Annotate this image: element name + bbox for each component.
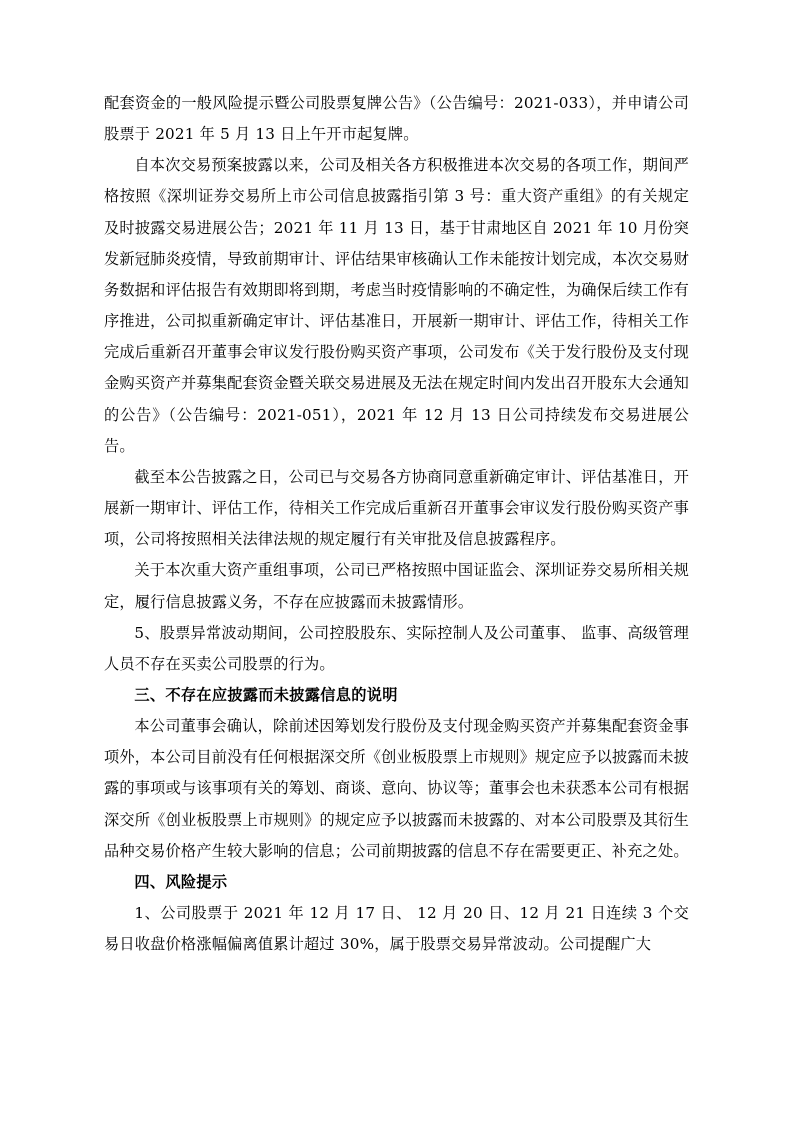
paragraph-transaction-progress: 自本次交易预案披露以来，公司及相关各方积极推进本次交易的各项工作，期间严格按照《深圳证券交易所上市公司信息披露指引第 3 号：重大资产重组》的有关规定及时披露交易进展公告；2021 年 11 月 13 日，基于甘肃地区自 2021 年 10 月份突发新冠肺炎疫情，导致前期审计、评估结果审核确认工作未能按计划完成，本次交易财务数据和评估报告有效期即将到期，考虑当时疫情影响的不确定性，为确保后续工作有序推进，公司拟重新确定审计、评估基准日，开展新一期审计、评估工作，待相关工作完成后重新召开董事会审议发行股份购买资产事项，公司发布《关于发行股份及支付现金购买资产并募集配套资金暨关联交易进展及无法在规定时间内发出召开股东大会通知的公告》（公告编号：2021-051），2021 年 12 月 13 日公司持续发布交易进展公告。 xyxy=(104,156,689,455)
section-heading-three: 三、不存在应披露而未披露信息的说明 xyxy=(134,685,398,704)
paragraph-board-confirmation: 本公司董事会确认，除前述因筹划发行股份及支付现金购买资产并募集配套资金事项外，本公司目前没有任何根据深交所《创业板股票上市规则》规定应予以披露而未披露的事项或与该事项有关的筹划、商谈、意向、协议等；董事会也未获悉本公司有根据深交所《创业板股票上市规则》的规定应予以披露而未披露的、对本公司股票及其衍生品种交易价格产生较大影响的信息；公司前期披露的信息不存在需要更正、补充之处。 xyxy=(104,717,689,860)
paragraph-disclosure-compliance: 关于本次重大资产重组事项，公司已严格按照中国证监会、深圳证券交易所相关规定，履行信息披露义务，不存在应披露而未披露情形。 xyxy=(104,561,689,611)
paragraph-item-5: 5、股票异常波动期间，公司控股股东、实际控制人及公司董事、 监事、高级管理人员不存在买卖公司股票的行为。 xyxy=(104,623,689,673)
paragraph-risk-item-1: 1、公司股票于 2021 年 12 月 17 日、 12 月 20 日、12 月 21 日连续 3 个交易日收盘价格涨幅偏离值累计超过 30%，属于股票交易异常波动。公司提醒广大 xyxy=(104,904,689,954)
paragraph-audit-baseline: 截至本公告披露之日，公司已与交易各方协商同意重新确定审计、评估基准日，开展新一期审计、评估工作，待相关工作完成后重新召开董事会审议发行股份购买资产事项，公司将按照相关法律法规的规定履行有关审批及信息披露程序。 xyxy=(104,467,689,549)
document-body xyxy=(104,88,689,960)
section-heading-four: 四、风险提示 xyxy=(134,872,228,891)
paragraph-continuation: 配套资金的一般风险提示暨公司股票复牌公告》（公告编号：2021-033），并申请公司股票于 2021 年 5 月 13 日上午开市起复牌。 xyxy=(104,94,689,144)
